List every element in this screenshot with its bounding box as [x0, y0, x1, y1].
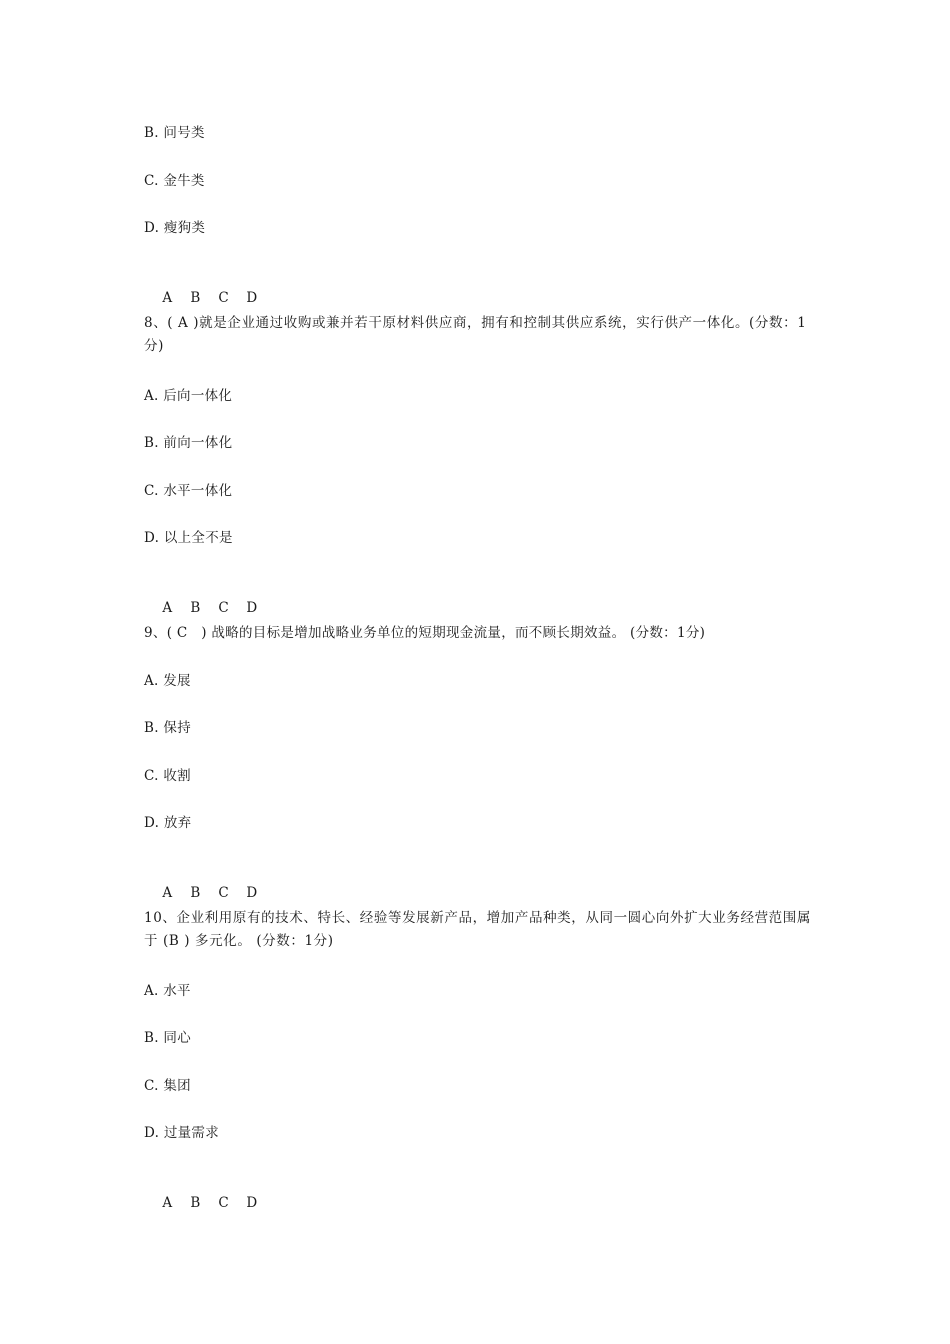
q7-option-d: D. 瘦狗类 — [144, 220, 206, 236]
q7-choice-d[interactable]: D — [246, 290, 258, 306]
q10-option-d: D. 过量需求 — [144, 1125, 220, 1141]
q10-choice-c[interactable]: C — [218, 1195, 230, 1211]
q10-choices — [144, 1170, 274, 1236]
q9-option-b: B. 保持 — [144, 720, 192, 736]
q8-option-b: B. 前向一体化 — [144, 435, 233, 451]
q9-question: 9、( C ) 战略的目标是增加战略业务单位的短期现金流量，而不顾长期效益。 (分数：1分) — [144, 625, 706, 641]
q8-choice-a[interactable]: A — [162, 600, 173, 616]
q7-choice-c[interactable]: C — [218, 290, 230, 306]
q9-choice-b[interactable]: B — [190, 885, 201, 901]
q10-option-b: B. 同心 — [144, 1030, 192, 1046]
q9-option-c: C. 收割 — [144, 768, 191, 784]
q10-option-a: A. 水平 — [144, 983, 191, 999]
q9-choice-c[interactable]: C — [218, 885, 230, 901]
q10-question: 10、企业利用原有的技术、特长、经验等发展新产品，增加产品种类，从同一圆心向外扩大业务经营范围属于 (B ) 多元化。 (分数：1分) — [144, 910, 811, 949]
q8-option-a: A. 后向一体化 — [144, 388, 233, 404]
q9-option-d: D. 放弃 — [144, 815, 192, 831]
q7-choice-b[interactable]: B — [190, 290, 201, 306]
q10-choice-a[interactable]: A — [162, 1195, 173, 1211]
q8-choice-d[interactable]: D — [246, 600, 258, 616]
q9-option-a: A. 发展 — [144, 673, 191, 689]
q7-option-b: B. 问号类 — [144, 125, 205, 141]
q8-choice-b[interactable]: B — [190, 600, 201, 616]
q9-choice-a[interactable]: A — [162, 885, 173, 901]
q10-choice-d[interactable]: D — [246, 1195, 258, 1211]
q8-choice-c[interactable]: C — [218, 600, 230, 616]
q7-option-c: C. 金牛类 — [144, 173, 205, 189]
q9-choice-d[interactable]: D — [246, 885, 258, 901]
q8-option-d: D. 以上全不是 — [144, 530, 233, 546]
q7-choice-a[interactable]: A — [162, 290, 173, 306]
q10-choice-b[interactable]: B — [190, 1195, 201, 1211]
q8-question: 8、( A )就是企业通过收购或兼并若干原材料供应商，拥有和控制其供应系统，实行供产一体化。(分数：1分) — [144, 315, 807, 354]
q10-option-c: C. 集团 — [144, 1078, 191, 1094]
q8-option-c: C. 水平一体化 — [144, 483, 233, 499]
